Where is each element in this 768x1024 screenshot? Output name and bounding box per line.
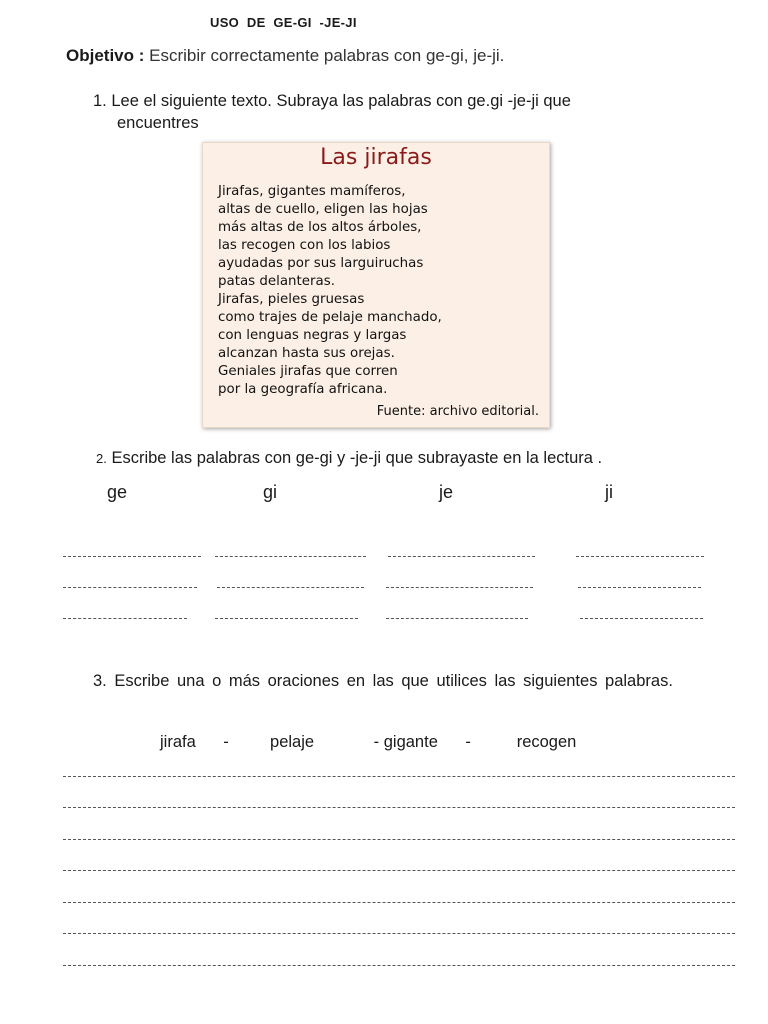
reading-line: altas de cuello, eligen las hojas [218, 202, 428, 217]
reading-line: Jirafas, pieles gruesas [218, 292, 365, 307]
reading-line: con lenguas negras y largas [218, 328, 407, 343]
reading-line: alcanzan hasta sus orejas. [218, 346, 395, 361]
reading-line: Jirafas, gigantes mamíferos, [218, 184, 406, 199]
question-1-text-line2: encuentres [117, 114, 199, 132]
question-2 [96, 447, 602, 470]
answer-line[interactable] [386, 587, 533, 588]
column-header-gi: gi [263, 482, 278, 502]
answer-line[interactable] [217, 587, 364, 588]
word-list: jirafa - pelaje - gigante - recogen [160, 733, 577, 751]
answer-line[interactable] [63, 587, 197, 588]
reading-line: por la geografía africana. [218, 382, 388, 397]
answer-line[interactable] [388, 556, 535, 557]
reading-line: Geniales jirafas que corren [218, 364, 398, 379]
answer-line[interactable] [63, 556, 201, 557]
answer-line[interactable] [386, 618, 528, 619]
reading-title: Las jirafas [320, 145, 432, 170]
column-header-ge: ge [107, 482, 128, 502]
writing-line[interactable] [63, 807, 735, 808]
reading-box [202, 142, 550, 428]
writing-line[interactable] [63, 933, 735, 934]
writing-line[interactable] [63, 902, 735, 903]
question-3-number: 3. [93, 672, 107, 690]
reading-line: como trajes de pelaje manchado, [218, 310, 442, 325]
question-3 [93, 670, 733, 692]
reading-text [218, 183, 442, 399]
answer-line[interactable] [578, 587, 701, 588]
writing-line[interactable] [63, 870, 735, 871]
writing-line[interactable] [63, 839, 735, 840]
question-1-text-line1: Lee el siguiente texto. Subraya las palabras con ge.gi -je-ji que [111, 92, 571, 110]
reading-line: ayudadas por sus larguiruchas [218, 256, 424, 271]
reading-line: más altas de los altos árboles, [218, 220, 422, 235]
objective-text: Escribir correctamente palabras con ge-gi, je-ji. [149, 46, 505, 65]
column-header-je: je [439, 482, 454, 502]
page-title: USO DE GE-GI -JE-JI [210, 15, 357, 30]
question-1 [93, 90, 653, 134]
question-2-number: 2. [96, 451, 107, 466]
answer-line[interactable] [215, 556, 366, 557]
reading-source: Fuente: archivo editorial. [376, 404, 539, 419]
question-3-text: Escribe una o más oraciones en las que utilices las siguientes palabras. [114, 672, 673, 690]
objective [66, 46, 504, 66]
column-header-ji: ji [605, 482, 613, 502]
reading-line: patas delanteras. [218, 274, 335, 289]
answer-line[interactable] [580, 618, 703, 619]
reading-line: las recogen con los labios [218, 238, 391, 253]
answer-line[interactable] [576, 556, 704, 557]
answer-line[interactable] [63, 618, 187, 619]
writing-line[interactable] [63, 965, 735, 966]
question-1-number: 1. [93, 92, 107, 110]
objective-label: Objetivo : [66, 46, 145, 65]
answer-line[interactable] [215, 618, 358, 619]
writing-line[interactable] [63, 776, 735, 777]
question-2-text: Escribe las palabras con ge-gi y -je-ji que subrayaste en la lectura . [111, 449, 603, 467]
